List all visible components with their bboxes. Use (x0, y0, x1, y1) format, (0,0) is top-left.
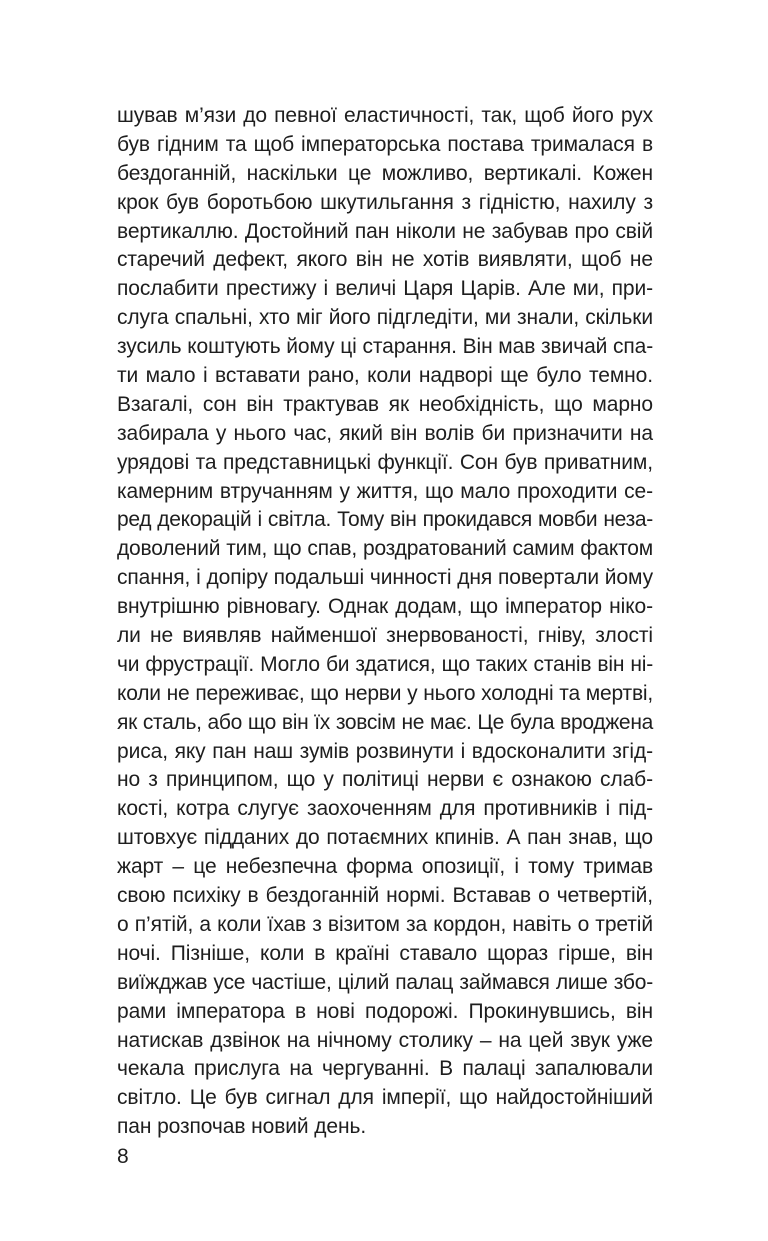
text-line: Взагалі, сон він трактував як необхідність, що марно (117, 392, 653, 416)
text-line: виїжджав усе частіше, цілий палац займався лише збо- (117, 970, 653, 994)
text-line: бездоганній, наскільки це можливо, вертикалі. Кожен (117, 161, 653, 185)
text-line-last: пан розпочав новий день. (117, 1115, 367, 1139)
text-line: як сталь, або що він їх зовсім не має. Це була вроджена (117, 710, 653, 734)
text-line: штовхує підданих до потаємних кпинів. А пан знав, що (117, 826, 653, 850)
page-number: 8 (117, 1145, 129, 1168)
text-line: чекала прислуга на чергуванні. В палаці запалювали (117, 1057, 653, 1081)
text-line: забирала у нього час, який він волів би призначити на (117, 421, 653, 445)
text-line: жарт – це небезпечна форма опозиції, і тому тримав (117, 855, 653, 879)
text-line: вертикаллю. Достойний пан ніколи не забував про свій (117, 219, 653, 243)
text-line: крок був боротьбою шкутильгання з гідністю, нахилу з (117, 190, 653, 214)
text-line: світло. Це був сигнал для імперії, що найдостойніший (117, 1086, 653, 1110)
text-line: шував м’язи до певної еластичності, так, щоб його рух (117, 104, 653, 127)
text-line: ред декорацій і світла. Тому він прокидався мовби неза- (117, 508, 653, 532)
text-line: камерним втручанням у життя, що мало проходити се- (117, 479, 653, 503)
body-text (117, 102, 653, 1142)
text-line: чи фрустрації. Могло би здатися, що таких станів він ні- (117, 652, 653, 676)
text-line: о п’ятій, а коли їхав з візитом за кордон, навіть о третій (117, 912, 653, 936)
text-line: риса, яку пан наш зумів розвинути і вдосконалити згід- (117, 739, 653, 763)
text-line: ли не виявляв найменшої знервованості, гніву, злості (117, 624, 653, 648)
text-line: рами імператора в нові подорожі. Прокинувшись, він (117, 999, 653, 1023)
text-line: ти мало і вставати рано, коли надворі ще було темно. (117, 364, 653, 388)
text-line: послабити престижу і величі Царя Царів. Але ми, при- (117, 277, 653, 301)
text-line: кості, котра слугує заохоченням для противників і під- (117, 797, 653, 821)
text-line: внутрішню рівновагу. Однак додам, що імператор ніко- (117, 595, 653, 619)
text-line: ночі. Пізніше, коли в країні ставало щораз гірше, він (117, 941, 653, 965)
text-line: доволений тим, що спав, роздратований самим фактом (117, 537, 653, 561)
text-line: свою психіку в бездоганній нормі. Вставав о четвертій, (117, 884, 653, 908)
text-line: зусиль коштують йому ці старання. Він мав звичай спа- (117, 335, 654, 359)
text-line: натискав дзвінок на нічному столику – на цей звук уже (117, 1028, 653, 1052)
text-line: коли не переживає, що нерви у нього холодні та мертві, (117, 681, 653, 705)
text-line: слуга спальні, хто міг його підгледіти, ми знали, скільки (117, 306, 653, 330)
text-line: старечий дефект, якого він не хотів виявляти, щоб не (117, 248, 653, 272)
text-line: був гідним та щоб імператорська постава трималася в (117, 132, 653, 156)
text-line: но з принципом, що у політиці нерви є ознакою слаб- (117, 768, 653, 792)
text-line: урядові та представницькі функції. Сон був приватним, (117, 450, 653, 474)
text-line: спання, і допіру подальші чинності дня повертали йому (117, 566, 653, 590)
